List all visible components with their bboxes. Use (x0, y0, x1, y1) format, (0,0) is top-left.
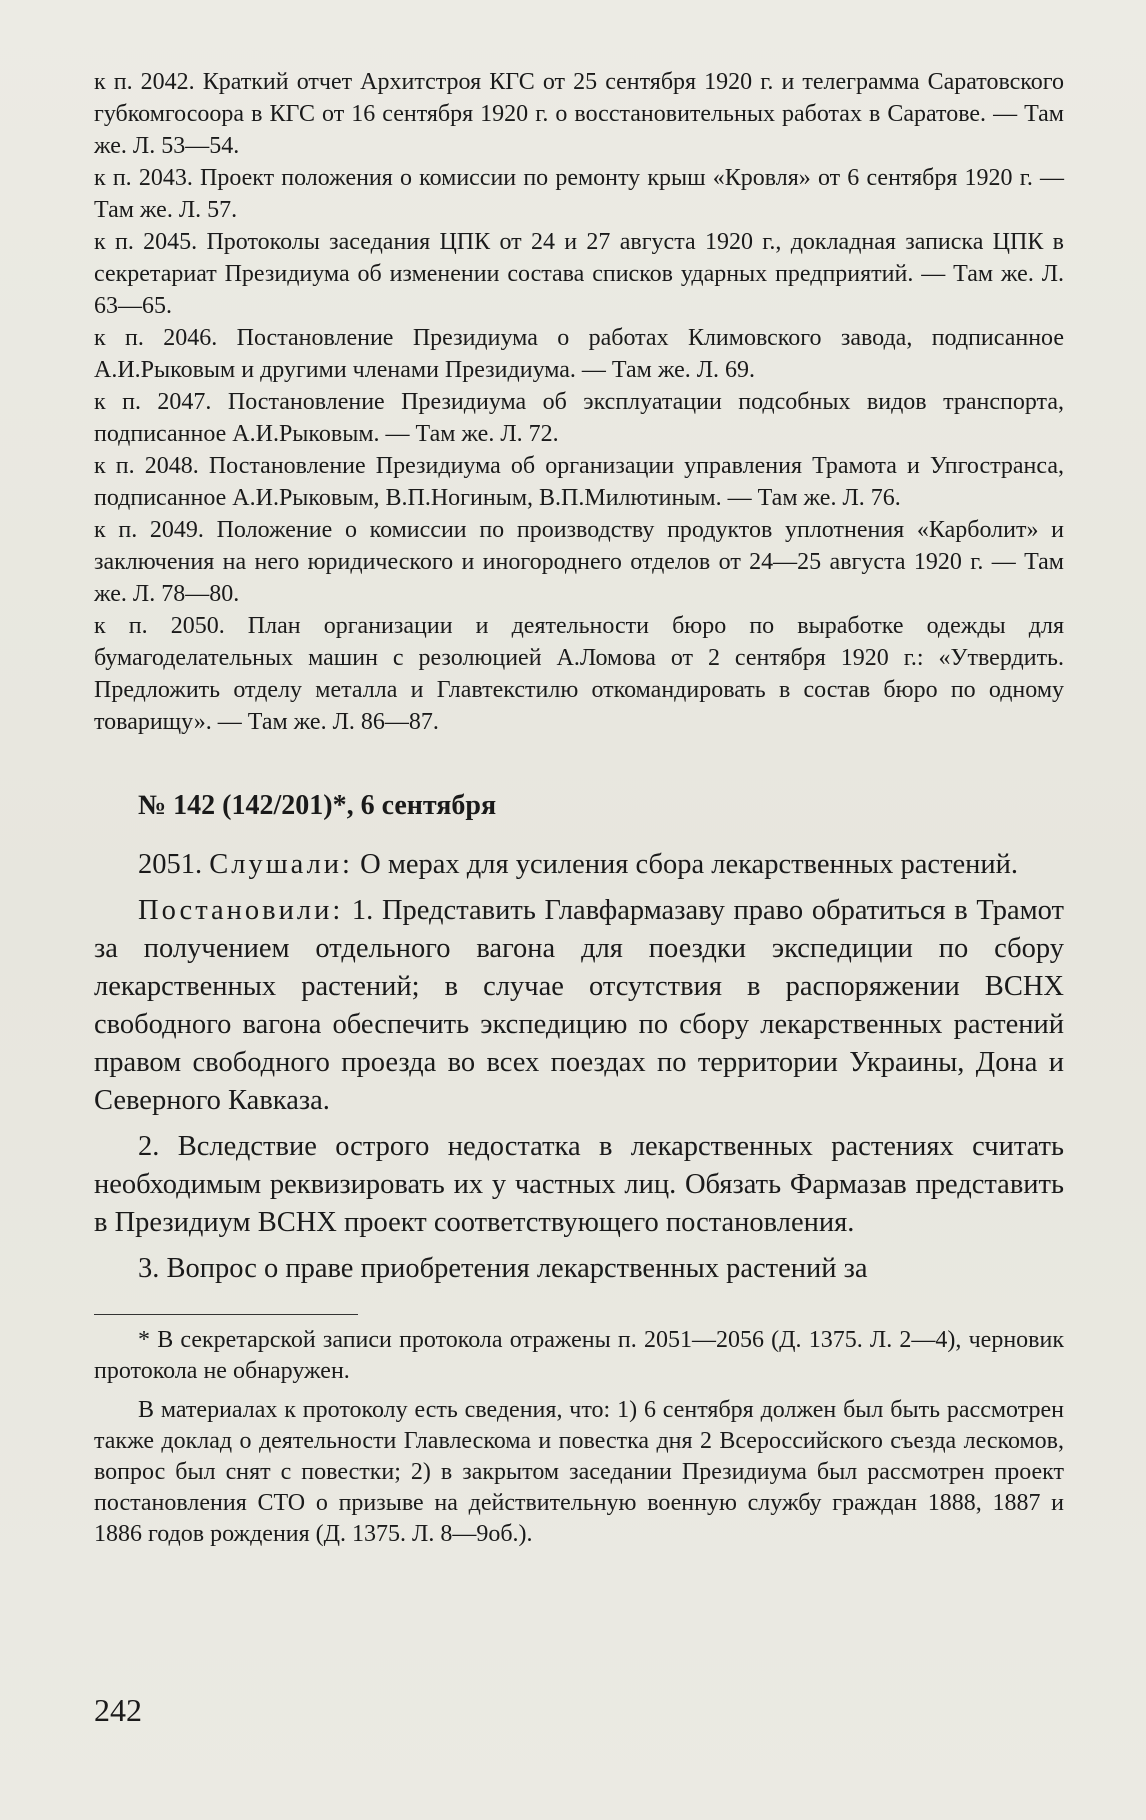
footnote-materials: В материалах к протоколу есть сведения, что: 1) 6 сентября должен был быть рассмотрен также доклад о деятельности Главлескома и повестка дня 2 Всероссийского съезда лескомов, вопрос был снят с повестки; 2) в закрытом заседании Президиума был рассмотрен проект постановления СТО о призыве на действительную военную службу граждан 1888, 1887 и 1886 годов рождения (Д. 1375. Л. 8—9об.). (94, 1397, 1064, 1547)
point-2: 2. Вследствие острого недостатка в лекарственных растениях считать необходимым реквизировать их у частных лиц. Обязать Фармазав представить в Президиум ВСНХ проект соответствующего постановления. (94, 1131, 1064, 1238)
page-content (94, 66, 1064, 1558)
protocol-heading: № 142 (142/201)*, 6 сентября (138, 790, 497, 821)
footnotes (94, 1315, 1064, 1550)
heard-number: 2051. (138, 849, 203, 880)
note-2043: к п. 2043. Проект положения о комиссии по ремонту крыш «Кровля» от 6 сентября 1920 г. — Там же. Л. 57. (94, 165, 1064, 223)
note-2047: к п. 2047. Постановление Президиума об эксплуатации подсобных видов транспорта, подписанное А.И.Рыковым. — Там же. Л. 72. (94, 389, 1064, 447)
point-3: 3. Вопрос о праве приобретения лекарственных растений за (138, 1253, 868, 1284)
heard-paragraph (94, 846, 1064, 884)
decided-paragraph (94, 892, 1064, 1120)
note-2050: к п. 2050. План организации и деятельности бюро по выработке одежды для бумагоделательных машин с резолюцией А.Ломова от 2 сентября 1920 г.: «Утвердить. Предложить отделу металла и Главтекстилю откомандировать в состав бюро по одному товарищу». — Там же. Л. 86—87. (94, 613, 1064, 735)
decided-label: Постановили: (138, 895, 344, 926)
note-2048: к п. 2048. Постановление Президиума об организации управления Трамота и Упгостранса, подписанное А.И.Рыковым, В.П.Ногиным, В.П.Милютиным. — Там же. Л. 76. (94, 453, 1064, 511)
heard-text: О мерах для усиления сбора лекарственных растений. (360, 849, 1019, 880)
note-2045: к п. 2045. Протоколы заседания ЦПК от 24 и 27 августа 1920 г., докладная записка ЦПК в секретариат Президиума об изменении состава списков ударных предприятий. — Там же. Л. 63—65. (94, 229, 1064, 319)
note-2046: к п. 2046. Постановление Президиума о работах Климовского завода, подписанное А.И.Рыковым и другими членами Президиума. — Там же. Л. 69. (94, 325, 1064, 383)
archival-notes (94, 66, 1064, 738)
page-number: 242 (94, 1692, 142, 1728)
note-2042: к п. 2042. Краткий отчет Архитстроя КГС от 25 сентября 1920 г. и телеграмма Саратовского губкомгосоора в КГС от 16 сентября 1920 г. о восстановительных работах в Саратове. — Там же. Л. 53—54. (94, 69, 1064, 159)
decided-text: 1. Представить Главфармазаву право обратиться в Трамот за получением отдельного вагона для поездки экспедиции по сбору лекарственных растений; в случае отсутствия в распоряжении ВСНХ свободного вагона обеспечить экспедицию по сбору лекарственных растений правом свободного проезда во всех поездах по территории Украины, Дона и Северного Кавказа. (94, 895, 1065, 1116)
note-2049: к п. 2049. Положение о комиссии по производству продуктов уплотнения «Карболит» и заключения на него юридического и иногороднего отделов от 24—25 августа 1920 г. — Там же. Л. 78—80. (94, 517, 1064, 607)
footnote-asterisk: * В секретарской записи протокола отражены п. 2051—2056 (Д. 1375. Л. 2—4), черновик протокола не обнаружен. (94, 1327, 1064, 1384)
protocol-body (94, 846, 1064, 1288)
heard-label: Слушали: (209, 849, 353, 880)
